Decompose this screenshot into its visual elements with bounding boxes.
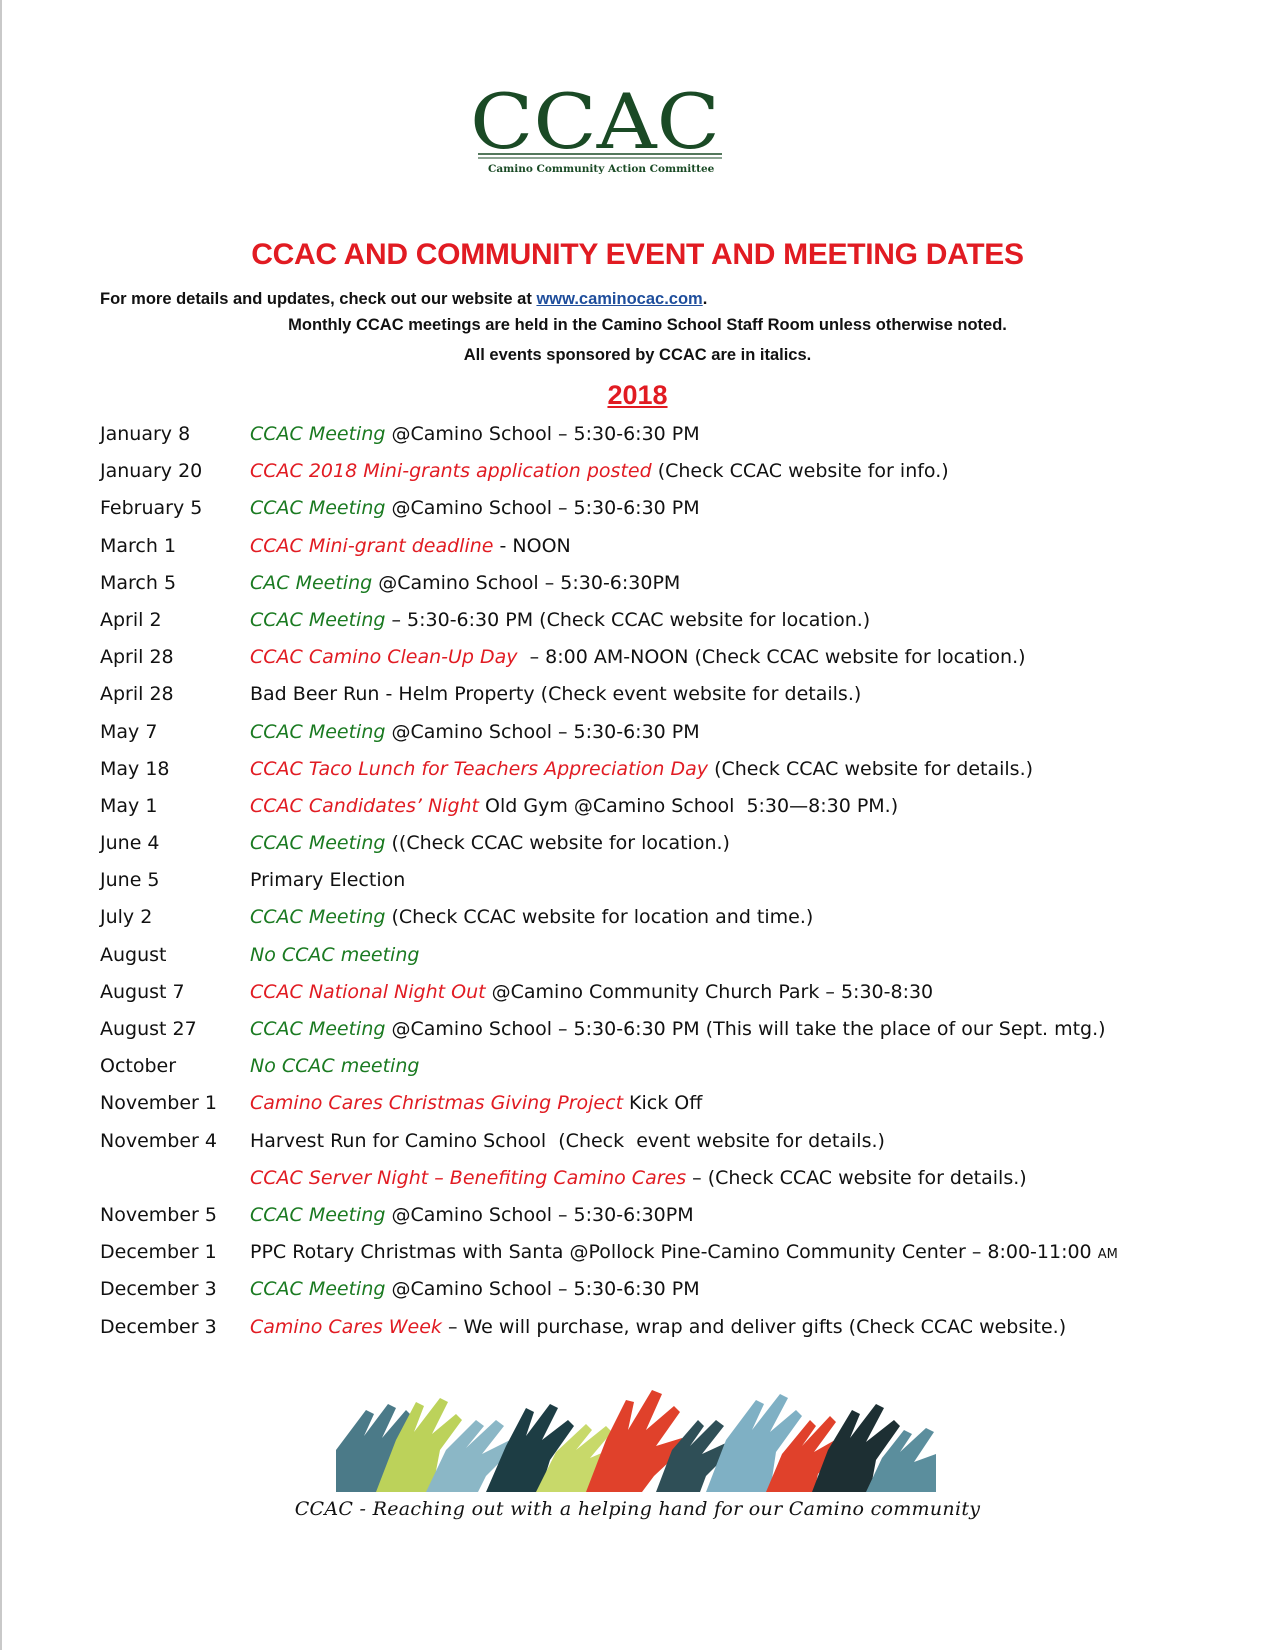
- event-row: [100, 831, 1210, 868]
- event-row: [100, 794, 1210, 831]
- tagline: CCAC - Reaching out with a helping hand for our Camino community: [294, 1498, 981, 1520]
- meeting-location-note: Monthly CCAC meetings are held in the Camino School Staff Room unless otherwise noted.: [288, 316, 1007, 334]
- event-highlight: CCAC Meeting: [250, 832, 386, 855]
- event-row: [100, 1277, 1210, 1314]
- event-description: [250, 608, 870, 632]
- event-date: March 1: [100, 534, 177, 557]
- event-description: [250, 794, 898, 818]
- event-description: [250, 459, 949, 483]
- event-date: November 1: [100, 1092, 217, 1115]
- event-detail: Bad Beer Run - Helm Property (Check event website for details.): [250, 683, 862, 706]
- event-highlight: CCAC Meeting: [250, 1018, 386, 1040]
- event-date: February 5: [100, 497, 203, 520]
- event-highlight: Camino Cares Week: [250, 1315, 442, 1338]
- event-row: [100, 459, 1210, 496]
- event-description: [250, 1054, 419, 1078]
- year-heading: 2018: [607, 380, 668, 410]
- event-highlight: CCAC Candidates’ Night: [250, 794, 479, 817]
- event-highlight: CCAC Mini-grant deadline: [250, 534, 494, 557]
- event-highlight: CCAC Meeting: [250, 1278, 386, 1301]
- event-description: [250, 645, 1026, 669]
- event-description: [250, 496, 700, 520]
- event-detail: @Camino Community Church Park – 5:30-8:30: [485, 980, 934, 1003]
- event-row: [100, 720, 1210, 757]
- event-date: August 27: [100, 1018, 197, 1040]
- event-detail: – We will purchase, wrap and deliver gifts (Check CCAC website.): [441, 1315, 1067, 1338]
- event-highlight: CCAC Meeting: [250, 720, 386, 743]
- hands-group: [336, 1390, 936, 1492]
- event-detail: PPC Rotary Christmas with Santa @Pollock Pine-Camino Community Center – 8:00-11:00: [250, 1241, 1098, 1264]
- event-detail-suffix: AM: [1097, 1247, 1118, 1263]
- event-row: [100, 1017, 1210, 1054]
- event-row: [100, 905, 1210, 942]
- event-detail: @Camino School – 5:30-6:30PM: [372, 571, 681, 594]
- event-highlight: CCAC National Night Out: [250, 980, 486, 1003]
- event-date: December 1: [100, 1241, 217, 1264]
- event-date: October: [100, 1055, 177, 1078]
- event-row: [100, 868, 1210, 905]
- event-date: December 3: [100, 1315, 217, 1338]
- page-title: CCAC AND COMMUNITY EVENT AND MEETING DATES: [251, 238, 1024, 271]
- event-highlight: CCAC Camino Clean-Up Day: [250, 646, 518, 669]
- event-date: June 5: [100, 869, 160, 892]
- event-detail: - NOON: [493, 534, 571, 557]
- event-date: May 18: [100, 757, 170, 780]
- event-detail: @Camino School – 5:30-6:30 PM: [385, 1278, 700, 1301]
- event-detail: (Check CCAC website for location and time.): [385, 906, 814, 929]
- event-date: November 5: [100, 1203, 217, 1226]
- event-description: [250, 1129, 885, 1153]
- event-date: May 7: [100, 720, 158, 743]
- event-highlight: No CCAC meeting: [250, 943, 420, 966]
- event-detail: @Camino School – 5:30-6:30 PM (This will take the place of our Sept. mtg.): [385, 1018, 1106, 1040]
- event-highlight: CAC Meeting: [250, 571, 373, 594]
- event-highlight: CCAC Taco Lunch for Teachers Appreciation Day: [250, 757, 709, 780]
- event-description: [250, 422, 700, 446]
- event-row: [100, 571, 1210, 608]
- intro-prefix: For more details and updates, check out our website at: [100, 290, 537, 308]
- event-description: [250, 831, 730, 855]
- event-detail: @Camino School – 5:30-6:30PM: [385, 1203, 694, 1226]
- event-date: April 28: [100, 646, 174, 669]
- event-row: [100, 645, 1210, 682]
- event-row: [100, 496, 1210, 533]
- event-row: [100, 1240, 1210, 1277]
- event-date: January 20: [100, 460, 203, 483]
- event-description: [250, 1315, 1066, 1339]
- helping-hands-illustration: [336, 1380, 936, 1492]
- event-detail: (Check CCAC website for details.): [708, 757, 1034, 780]
- event-date: November 4: [100, 1129, 217, 1152]
- event-highlight: No CCAC meeting: [250, 1055, 420, 1078]
- event-detail: – (Check CCAC website for details.): [686, 1166, 1027, 1189]
- event-highlight: CCAC Meeting: [250, 608, 386, 631]
- event-description: [250, 905, 813, 929]
- event-highlight: CCAC 2018 Mini-grants application posted: [250, 460, 652, 483]
- event-highlight: CCAC Server Night – Benefiting Camino Cares: [250, 1166, 687, 1189]
- ccac-logo: [470, 86, 762, 182]
- event-detail: – 8:00 AM-NOON (Check CCAC website for location.): [517, 646, 1026, 669]
- event-detail: Old Gym @Camino School 5:30—8:30 PM.): [479, 794, 899, 817]
- event-description: [250, 1091, 702, 1115]
- event-row: [100, 608, 1210, 645]
- logo-subtitle: Camino Community Action Committee: [488, 163, 715, 175]
- event-detail: Kick Off: [623, 1092, 703, 1115]
- logo-letters: CCAC: [470, 86, 720, 166]
- event-detail: @Camino School – 5:30-6:30 PM: [385, 720, 700, 743]
- event-row: [100, 1054, 1210, 1091]
- event-row: [100, 1166, 1210, 1203]
- event-row: [100, 682, 1210, 719]
- event-row: [100, 980, 1210, 1017]
- event-description: [250, 1203, 694, 1227]
- event-description: [250, 1017, 1106, 1041]
- event-detail: ((Check CCAC website for location.): [385, 832, 730, 855]
- event-row: [100, 1129, 1210, 1166]
- event-row: [100, 1203, 1210, 1240]
- event-row: [100, 757, 1210, 794]
- event-description: [250, 1277, 700, 1301]
- italics-note: All events sponsored by CCAC are in italics.: [463, 346, 812, 364]
- event-date: April 28: [100, 683, 174, 706]
- event-date: August: [100, 943, 167, 966]
- event-description: [250, 534, 571, 558]
- event-row: [100, 943, 1210, 980]
- event-description: [250, 980, 933, 1004]
- event-detail: (Check CCAC website for info.): [651, 460, 949, 483]
- event-date: June 4: [100, 832, 160, 855]
- event-date: December 3: [100, 1278, 217, 1301]
- event-date: March 5: [100, 571, 177, 594]
- event-description: [250, 720, 700, 744]
- event-highlight: CCAC Meeting: [250, 1203, 386, 1226]
- event-detail: Harvest Run for Camino School (Check event website for details.): [250, 1129, 885, 1152]
- event-description: [250, 1166, 1027, 1190]
- event-date: May 1: [100, 794, 158, 817]
- event-row: [100, 1315, 1210, 1352]
- event-list: [100, 422, 1210, 1352]
- event-detail: Primary Election: [250, 869, 406, 892]
- event-detail: @Camino School – 5:30-6:30 PM: [385, 497, 700, 520]
- intro-suffix: .: [702, 290, 708, 308]
- event-highlight: CCAC Meeting: [250, 497, 386, 520]
- event-row: [100, 1091, 1210, 1128]
- event-description: [250, 682, 861, 706]
- event-row: [100, 534, 1210, 571]
- event-description: [250, 1240, 1118, 1267]
- website-link[interactable]: www.caminocac.com: [536, 290, 703, 308]
- event-date: August 7: [100, 980, 185, 1003]
- event-row: [100, 422, 1210, 459]
- event-highlight: CCAC Meeting: [250, 906, 386, 929]
- event-description: [250, 943, 419, 967]
- event-detail: – 5:30-6:30 PM (Check CCAC website for location.): [385, 608, 871, 631]
- website-intro: [100, 290, 707, 309]
- event-highlight: CCAC Meeting: [250, 423, 386, 445]
- event-detail: @Camino School – 5:30-6:30 PM: [385, 423, 700, 445]
- event-date: January 8: [100, 423, 191, 445]
- event-date: April 2: [100, 608, 162, 631]
- event-date: July 2: [100, 906, 153, 929]
- event-description: [250, 868, 405, 892]
- event-description: [250, 757, 1033, 781]
- event-description: [250, 571, 680, 595]
- event-highlight: Camino Cares Christmas Giving Project: [250, 1092, 624, 1115]
